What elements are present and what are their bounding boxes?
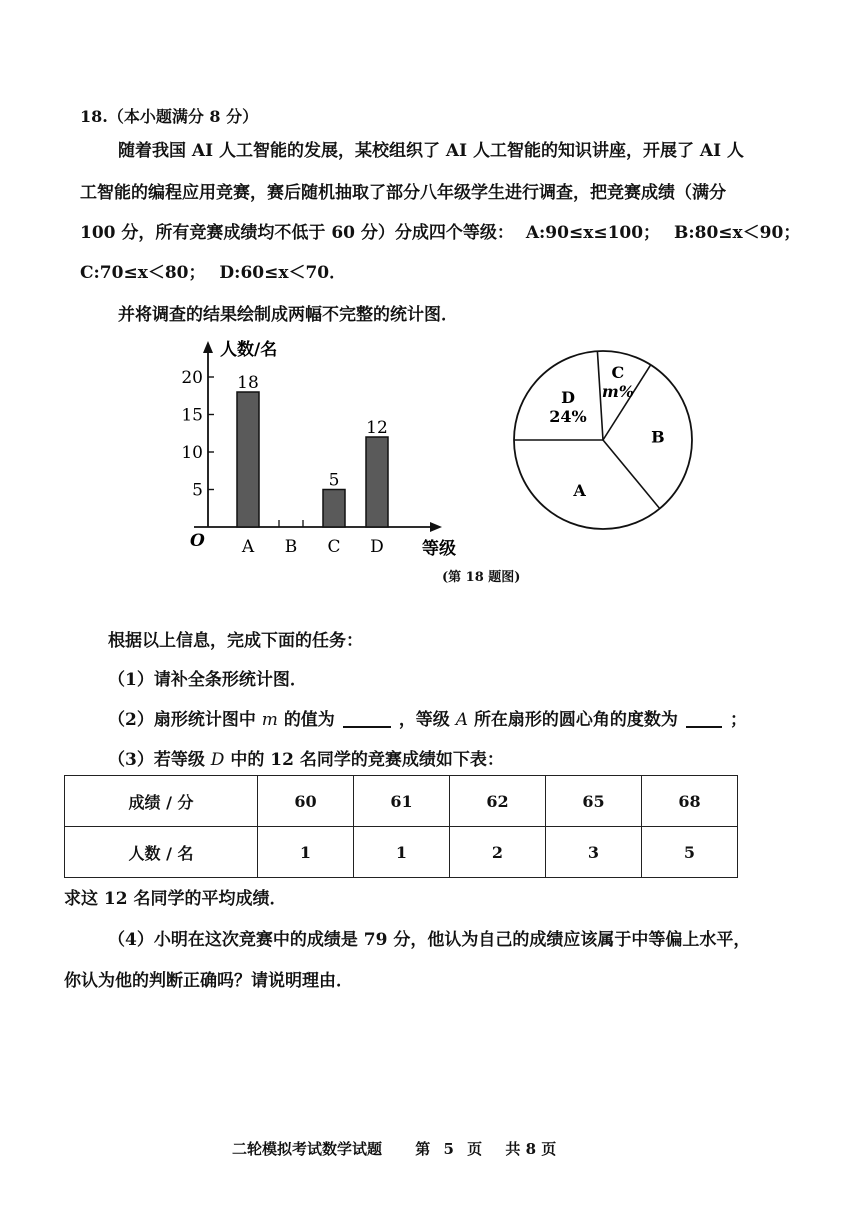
task-3-ask: 求这 12 名同学的平均成绩． bbox=[64, 889, 287, 909]
intro-line-1: 随着我国 AI 人工智能的发展，某校组织了 AI 人工智能的知识讲座，开展了 AI 人 bbox=[118, 141, 744, 161]
intro-line-3: 100 分，所有竞赛成绩均不低于 60 分）分成四个等级： A:90≤x≤100； B:80≤x＜90； bbox=[80, 223, 801, 243]
x-tick-label: D bbox=[370, 537, 384, 557]
y-tick-label: 20 bbox=[181, 368, 203, 388]
y-tick-label: 15 bbox=[181, 405, 203, 426]
pie-slice-d-label: D bbox=[561, 388, 575, 408]
table-cell: 2 bbox=[450, 827, 546, 878]
chart-intro: 并将调查的结果绘制成两幅不完整的统计图． bbox=[118, 305, 458, 325]
table-row bbox=[65, 827, 738, 878]
intro-line-2: 工智能的编程应用竞赛，赛后随机抽取了部分八年级学生进行调查，把竞赛成绩（满分 bbox=[80, 183, 726, 203]
y-axis-label: 人数/名 bbox=[220, 340, 278, 360]
pie-chart bbox=[505, 348, 705, 538]
bar-chart bbox=[170, 335, 480, 560]
origin-label: O bbox=[190, 531, 205, 551]
page-footer: 二轮模拟考试数学试题 第 5 页 共 8 页 bbox=[232, 1140, 557, 1158]
task-intro: 根据以上信息，完成下面的任务： bbox=[108, 631, 363, 651]
pie-slice-a-label: A bbox=[573, 480, 586, 500]
pie-slice-c-value: m% bbox=[601, 381, 634, 401]
question-number: 18.（本小题满分 8 分） bbox=[80, 107, 259, 126]
y-tick-label: 5 bbox=[192, 480, 203, 501]
y-axis-arrow bbox=[203, 341, 213, 353]
task-4-line-1: （4）小明在这次竞赛中的成绩是 79 分，他认为自己的成绩应该属于中等偏上水平， bbox=[108, 930, 751, 950]
table-header-score: 成绩 / 分 bbox=[65, 776, 258, 827]
answer-blank-angle[interactable] bbox=[686, 726, 722, 728]
table-cell: 1 bbox=[258, 827, 354, 878]
score-table bbox=[64, 775, 738, 878]
figure-caption: (第 18 题图) bbox=[442, 570, 521, 585]
grade-b-range: B:80≤x＜90； bbox=[673, 223, 801, 243]
task-3: （3）若等级 D 中的 12 名同学的竞赛成绩如下表： bbox=[108, 750, 504, 770]
bar-c bbox=[323, 490, 345, 528]
y-tick-label: 10 bbox=[181, 443, 203, 463]
bar-a bbox=[237, 392, 259, 527]
table-cell: 65 bbox=[546, 776, 642, 827]
x-axis-arrow bbox=[430, 522, 442, 532]
data-label: 18 bbox=[237, 373, 259, 393]
table-cell: 60 bbox=[258, 776, 354, 827]
task-1: （1）请补全条形统计图． bbox=[108, 670, 307, 690]
pie-slice-c-label: C bbox=[611, 362, 625, 382]
grade-d-range: D:60≤x＜70． bbox=[219, 263, 347, 283]
intro-line-4 bbox=[80, 258, 346, 283]
task-2: （2）扇形统计图中 m 的值为 ，等级 A 所在扇形的圆心角的度数为 ； bbox=[108, 710, 747, 730]
data-label: 12 bbox=[366, 418, 388, 438]
pie-slice-b-label: B bbox=[651, 427, 665, 447]
data-label: 5 bbox=[328, 470, 340, 491]
table-cell: 68 bbox=[642, 776, 738, 827]
x-tick-label: C bbox=[327, 537, 341, 557]
table-cell: 62 bbox=[450, 776, 546, 827]
table-row bbox=[65, 776, 738, 827]
table-cell: 61 bbox=[354, 776, 450, 827]
table-cell: 1 bbox=[354, 827, 450, 878]
table-cell: 3 bbox=[546, 827, 642, 878]
x-tick-label: A bbox=[241, 537, 255, 557]
table-cell: 5 bbox=[642, 827, 738, 878]
x-tick-label: B bbox=[284, 537, 298, 557]
answer-blank-m[interactable] bbox=[343, 726, 391, 728]
task-4-line-2: 你认为他的判断正确吗？请说明理由． bbox=[64, 971, 353, 991]
bar-d bbox=[366, 437, 388, 527]
pie-slice-d-value: 24% bbox=[549, 407, 587, 427]
grade-a-range: A:90≤x≤100； bbox=[525, 223, 661, 243]
x-axis-label: 等级 bbox=[422, 539, 456, 559]
table-header-count: 人数 / 名 bbox=[65, 827, 258, 878]
grade-c-range: C:70≤x＜80； bbox=[80, 263, 206, 283]
